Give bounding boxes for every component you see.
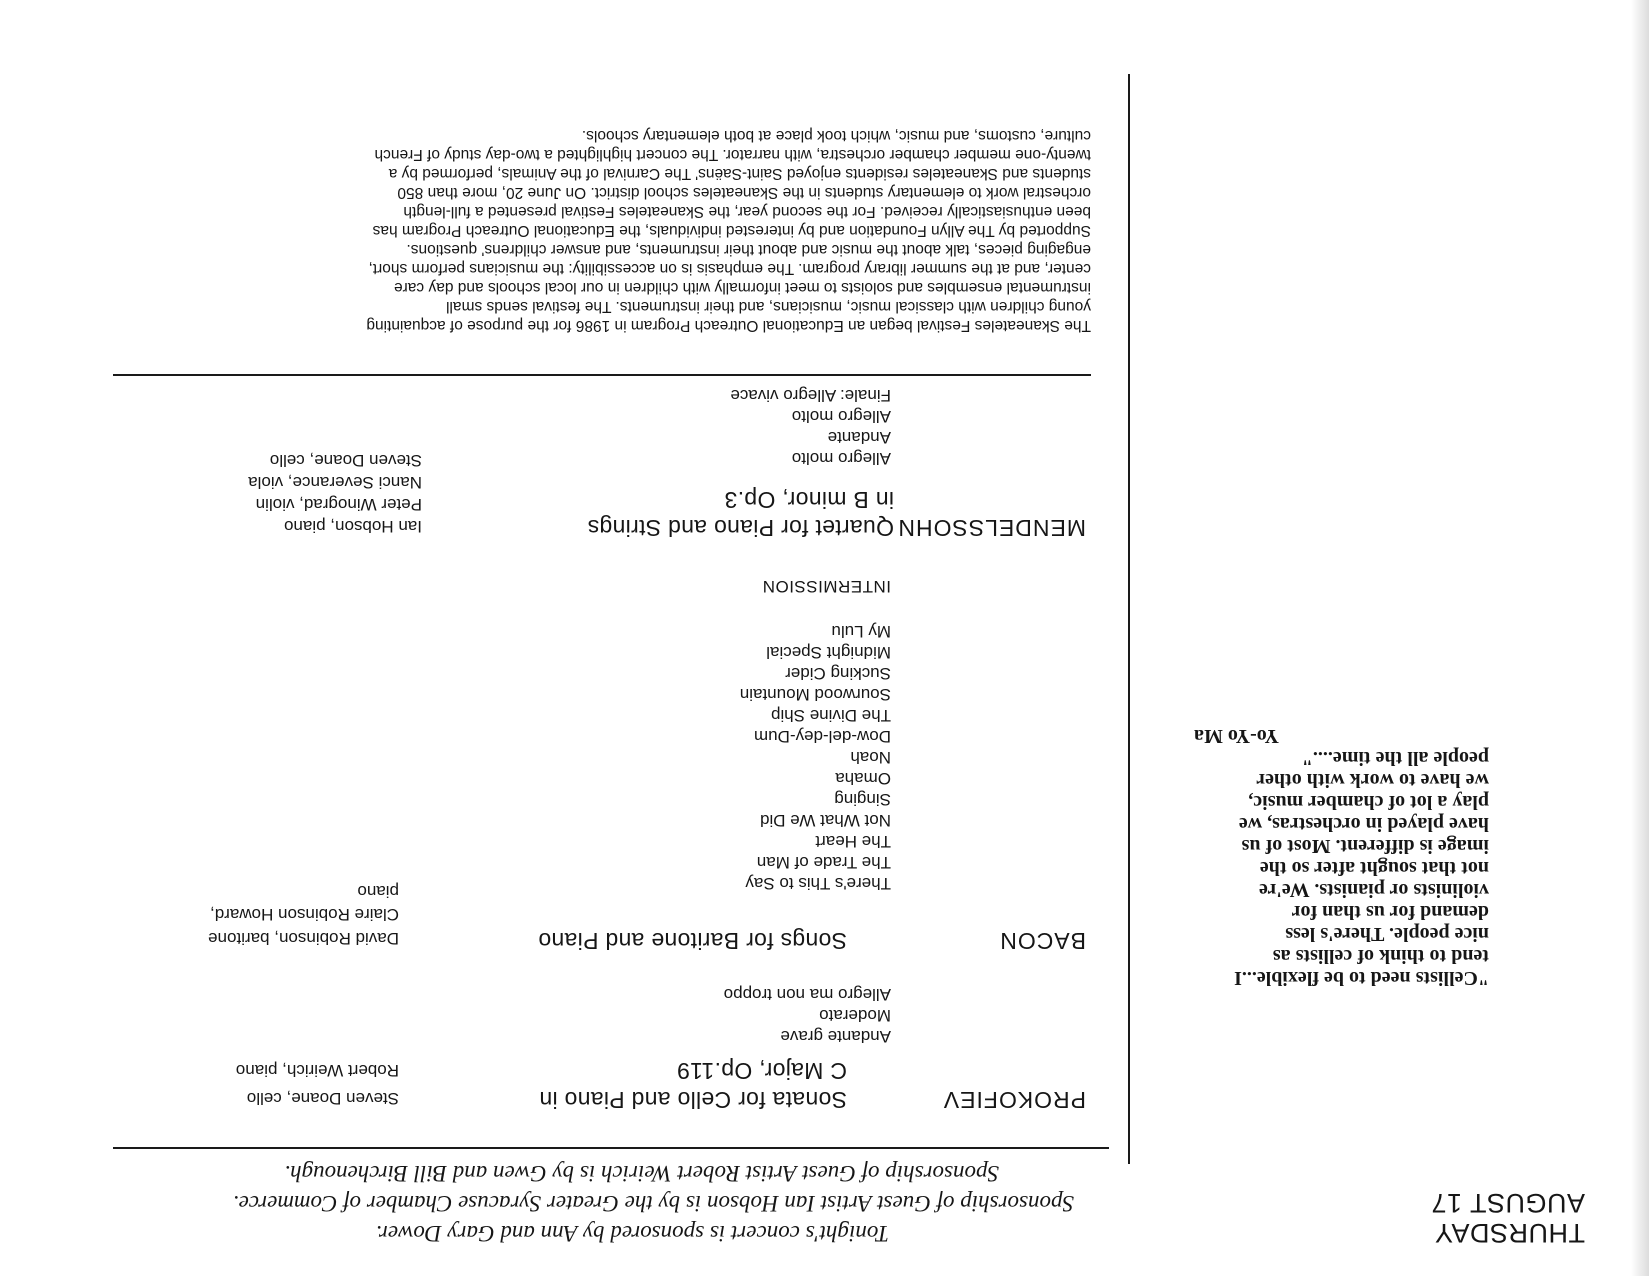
- quote-author: Yo-Yo Ma: [1194, 725, 1279, 747]
- quote-line: have played in orchestras, we: [1238, 813, 1489, 835]
- date-label: AUGUST 17: [1430, 1188, 1585, 1218]
- quote-line: tend to think of cellists as: [1272, 945, 1489, 967]
- performer: Steven Doane, cello: [269, 451, 422, 470]
- performer: Nanci Severance, viola: [248, 473, 422, 492]
- quote-line: demand for us than for: [1291, 901, 1489, 923]
- composer-prokofiev: PROKOFIEV: [942, 1087, 1086, 1113]
- quote-line: nice people. There's less: [1285, 923, 1489, 945]
- movement: Allegro ma non troppo: [723, 985, 891, 1004]
- paragraph-line: center, and at the summer library program. The emphasis is on accessibility: the musicians perform short,: [368, 260, 1091, 277]
- paragraph-line: orchestral work to elementary students in the Skaneateles school district. On June 20, more than 850: [397, 184, 1091, 201]
- quote-line: people all the time....": [1301, 747, 1489, 769]
- performer: Ian Hobson, piano: [284, 517, 422, 536]
- paragraph-line: Supported by The Allyn Foundation and by interested individuals, the Educational Outreach Program has: [372, 222, 1091, 239]
- paragraph-line: been enthusiastically received. For the second year, the Skaneateles Festival presented a full-length: [403, 203, 1091, 220]
- quote-line: play a lot of chamber music,: [1248, 791, 1489, 813]
- quote-line: image is different. Most of us: [1241, 835, 1489, 857]
- paragraph-line: culture, customs, and music, which took place at both elementary schools.: [581, 127, 1091, 144]
- work-title: Songs for Baritone and Piano: [538, 928, 847, 954]
- quote-line: we have to work with other: [1256, 769, 1489, 791]
- sponsor-line: Tonight's concert is sponsored by Ann and Gary Dower.: [375, 1221, 889, 1246]
- work-title: Quartet for Piano and Strings: [587, 515, 894, 541]
- movement: Finale: Allegro vivace: [730, 386, 891, 405]
- song-title: Not What We Did: [759, 811, 891, 830]
- song-title: Singing: [834, 790, 891, 809]
- composer-bacon: BACON: [999, 928, 1086, 954]
- song-title: Sucking Cider: [785, 664, 891, 683]
- day-label: THURSDAY: [1434, 1218, 1585, 1248]
- song-title: The Divine Ship: [770, 706, 891, 725]
- song-title: Sourwood Mountain: [739, 685, 891, 704]
- movement: Moderato: [819, 1006, 891, 1025]
- song-title: My Lulu: [831, 622, 891, 641]
- song-title: The Trade of Man: [756, 853, 891, 872]
- column-divider: [1128, 74, 1130, 1164]
- performer: Claire Robinson Howard,: [210, 905, 399, 924]
- quote-line: violinists or pianists. We're: [1258, 879, 1489, 901]
- song-title: Midnight Special: [766, 643, 891, 662]
- performer: Robert Weirich, piano: [235, 1061, 399, 1080]
- work-title: in B minor, Op.3: [724, 487, 894, 513]
- paragraph-line: young children with classical music, musicians, and their instruments. The festival sends small: [446, 298, 1091, 315]
- paragraph-line: instrumental ensembles and soloists to meet informally with children in our local schools and day care: [394, 279, 1091, 296]
- movement: Andante: [827, 428, 891, 447]
- song-title: The Heart: [815, 832, 891, 851]
- intermission-label: INTERMISSION: [762, 577, 891, 596]
- sponsor-line: Sponsorship of Guest Artist Robert Weirich is by Gwen and Bill Birchenough.: [284, 1161, 999, 1186]
- song-title: Omaha: [835, 769, 891, 788]
- header-divider: [113, 1147, 1109, 1149]
- work-title: Sonata for Cello and Piano in: [539, 1087, 847, 1113]
- performer: Steven Doane, cello: [246, 1089, 399, 1108]
- movement: Allegro molto: [791, 449, 891, 468]
- performer: Peter Winograd, violin: [255, 495, 422, 514]
- song-title: Noah: [850, 748, 891, 767]
- movement: Allegro molto: [791, 407, 891, 426]
- paragraph-line: engaging pieces, talk about the music and about their instruments, and answer childrens' questions.: [406, 241, 1091, 258]
- paragraph-line: students and Skaneateles residents enjoyed Saint-Saëns' The Carnival of the Animals, performed by a: [388, 165, 1091, 182]
- song-title: There's This to Say: [745, 874, 891, 893]
- quote-line: "Cellists need to be flexible...I: [1234, 967, 1489, 989]
- section-divider: [113, 374, 1091, 376]
- scan-edge-shadow: [1631, 0, 1649, 1276]
- paragraph-line: The Skaneateles Festival began an Educational Outreach Program in 1986 for the purpose of acquainting: [366, 317, 1091, 334]
- paragraph-line: twenty-one member chamber orchestra, with narrator. The concert highlighted a two-day study of French: [374, 146, 1091, 163]
- work-title: C Major, Op.119: [676, 1058, 847, 1084]
- song-title: Dow-del-dey-Dum: [754, 727, 891, 746]
- performer: piano: [357, 882, 399, 901]
- sponsor-line: Sponsorship of Guest Artist Ian Hobson is by the Greater Syracuse Chamber of Commerce.: [232, 1191, 1074, 1216]
- quote-line: not that sought after so the: [1259, 857, 1489, 879]
- composer-mendelssohn: MENDELSSOHN: [897, 515, 1086, 541]
- performer: David Robinson, baritone: [208, 929, 399, 948]
- movement: Andante grave: [780, 1027, 891, 1046]
